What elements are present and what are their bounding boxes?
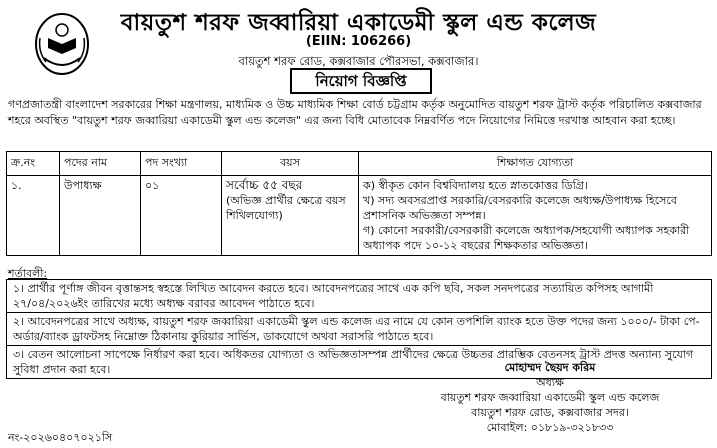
signatory-mobile: মোবাইল: ০১৮১৯-৩২১৮৩৩ <box>486 421 614 434</box>
table-row <box>7 176 712 256</box>
signatory-name: মোহাম্মদ ছৈয়দ করিম <box>504 361 596 374</box>
signatory-address: বায়তুশ শরফ রোড, কক্সবাজার সদর। <box>471 406 629 419</box>
age-note: (অভিজ্ঞ প্রার্থীর ক্ষেত্রে বয়স শিথিলযোগ্য) <box>226 194 346 222</box>
signature-block <box>400 360 700 435</box>
qualification-item: গ) কোনো সরকারী/বেসরকারী কলেজে অধ্যাপক/সহযোগী অধ্যাপক সহকারী অধ্যাপক পদে ১০-১২ বছরের শিক্ষকতার অভিজ্ঞতা। <box>363 224 690 252</box>
header-serial: ক্র.নং <box>7 152 60 176</box>
term-item: ১। প্রার্থীর পূর্ণাঙ্গ জীবন বৃত্তান্তসহ স্বহস্তে লিখিত আবেদন করতে হবে। আবেদনপত্রের সাথে এক কপি ছবি, সকল সনদপত্রের সত্যায়িত কপিসহ আগামী ২৭/০৪/২০২৬ইং তারিখের মধ্যে অধ্যক্ষ বরাবর আবেদন পাঠাতে হবে। <box>7 280 711 313</box>
signatory-institution: বায়তুশ শরফ জব্বারিয়া একাডেমী স্কুল এন্ড কলেজ <box>440 391 660 404</box>
notice-title: নিয়োগ বিজ্ঞপ্তি <box>290 68 432 94</box>
reference-number: নং-২০২৬০৪০৭০২১সি <box>8 431 113 444</box>
cell-qualifications <box>359 176 712 256</box>
posts-table <box>6 151 712 256</box>
school-address: বায়তুশ শরফ রোড, কক্সবাজার পৌরসভা, কক্সবাজার। <box>238 54 479 68</box>
term-item: ২। আবেদনপত্রের সাথে অধ্যক্ষ, বায়তুশ শরফ জব্বারিয়া একাডেমী স্কুল এন্ড কলেজ এর নামে যে কোন তপশিলি ব্যাংক হতে উক্ত পদের জন্য ১০০০/- টাকা পে-অর্ডার/ব্যাংক ড্রাফটসহ নিম্নোক্ত ঠিকানায় কুরিয়ার সার্ভিস, ডাকযোগে অথবা সরাসরি পাঠাতে হবে। <box>7 313 711 346</box>
age-limit: সর্বোচ্চ ৫৫ বছর <box>226 178 303 192</box>
header-count: পদ সংখ্যা <box>141 152 222 176</box>
header-qualification: শিক্ষাগত যোগ্যতা <box>359 152 712 176</box>
header-post: পদের নাম <box>60 152 141 176</box>
table-header-row <box>7 152 712 176</box>
qualification-item: ক) স্বীকৃত কোন বিশ্ববিদ্যালয় হতে স্নাতকোত্তর ডিগ্রি। <box>363 179 588 192</box>
eiin-number: (EIIN: 106266) <box>305 34 412 49</box>
term-item: ৩। বেতন আলোচনা সাপেক্ষে নির্ধারণ করা হবে। অধিকতর যোগ্যতা ও অভিজ্ঞতাসম্পন্ন প্রার্থীদের ক্ষেত্রে উচ্চতর প্রারম্ভিক বেতনসহ ট্রাস্ট প্রদত্ত অন্যান্য সুযোগ সুবিধা প্রদান করা হবে। <box>13 348 694 376</box>
qualification-item: খ) সদ্য অবসরপ্রাপ্ত সরকারি/বেসরকারি কলেজে অধ্যক্ষ/উপাধ্যক্ষ হিসেবে প্রশাসনিক অভিজ্ঞতা সম্পন্ন। <box>363 194 677 222</box>
cell-post: উপাধ্যক্ষ <box>60 176 141 256</box>
cell-count: ০১ <box>141 176 222 256</box>
signatory-designation: অধ্যক্ষ <box>536 376 564 389</box>
school-name: বায়তুশ শরফ জব্বারিয়া একাডেমী স্কুল এন্ড কলেজ <box>120 10 597 36</box>
terms-title: শর্তাবলী: <box>8 267 48 280</box>
cell-serial: ১. <box>7 176 60 256</box>
intro-paragraph: গণপ্রজাতন্ত্রী বাংলাদেশ সরকারের শিক্ষা মন্ত্রণালয়, মাধ্যমিক ও উচ্চ মাধ্যমিক শিক্ষা বোর্ড চট্টগ্রাম কর্তৃক অনুমোদিত বায়তুশ শরফ ট্রাস্ট কর্তৃক পরিচালিত কক্সবাজার শহরে অবস্থিত "বায়তুশ শরফ জব্বারিয়া একাডেমী স্কুল এন্ড কলেজ" এর জন্য বিধি মোতাবেক নিম্নবর্ণিত পদে নিয়োগের নিমিত্তে দরখাস্ত আহবান করা হচ্ছে। <box>8 98 702 127</box>
cell-age <box>222 176 359 256</box>
header-age: বয়স <box>222 152 359 176</box>
